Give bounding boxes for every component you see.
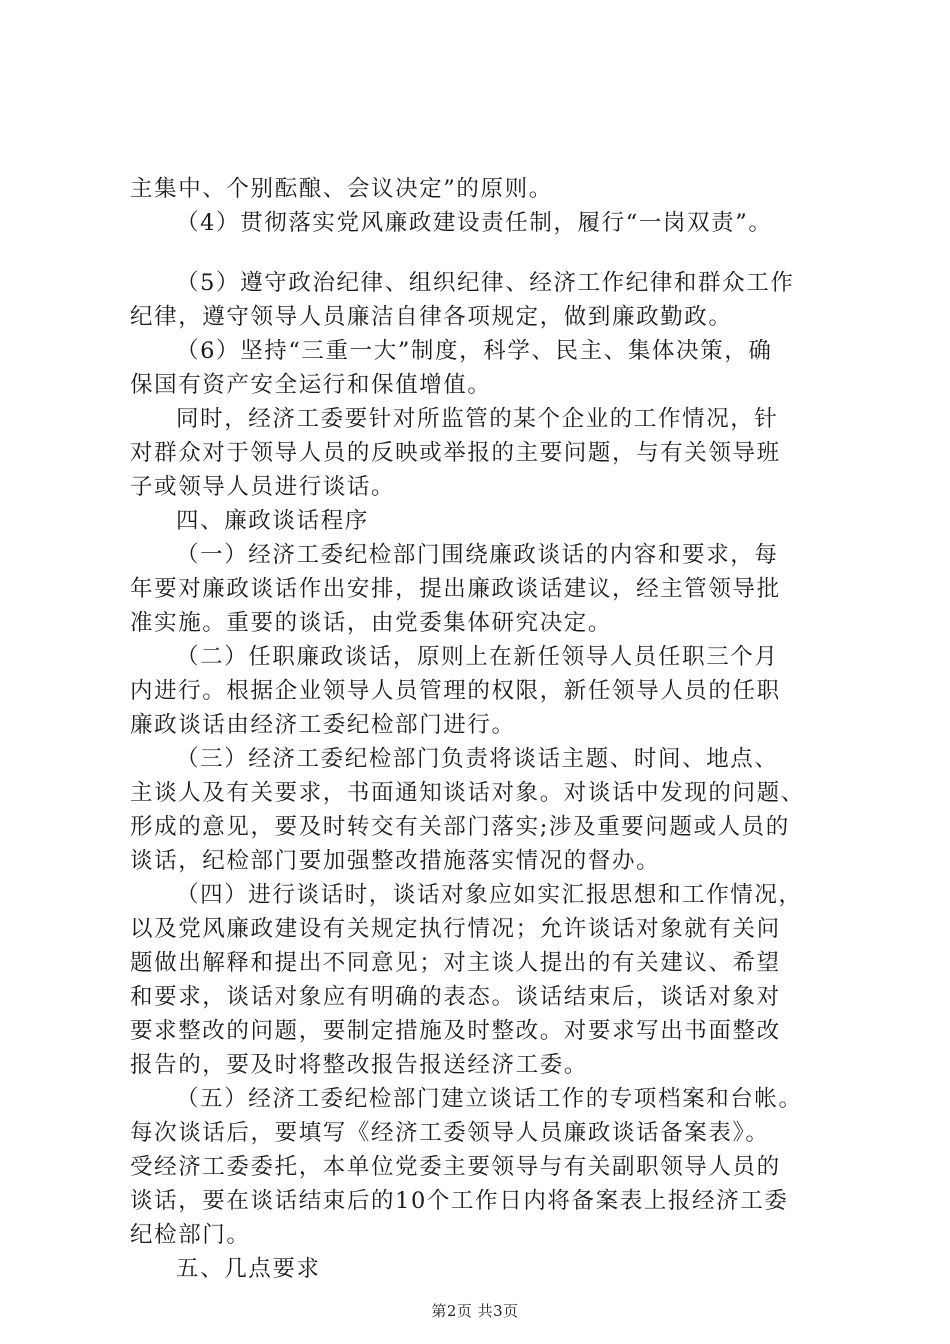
text-line: 谈话，纪检部门要加强整改措施落实情况的督办。 <box>130 848 661 874</box>
text-line: 要求整改的问题，要制定措施及时整改。对要求写出书面整改 <box>130 1018 781 1044</box>
text-line: 谈话，要在谈话结束后的10个工作日内将备案表上报经济工委 <box>130 1188 789 1214</box>
text-line: 主谈人及有关要求，书面通知谈话对象。对谈话中发现的问题、 <box>130 780 805 806</box>
text-line: （一）经济工委纪检部门围绕廉政谈话的内容和要求，每 <box>176 542 779 568</box>
text-line: （五）经济工委纪检部门建立谈话工作的专项档案和台帐。 <box>176 1086 803 1112</box>
text-line: （二）任职廉政谈话，原则上在新任领导人员任职三个月 <box>176 644 779 670</box>
text-line: 题做出解释和提出不同意见；对主谈人提出的有关建议、希望 <box>130 950 781 976</box>
text-line: 内进行。根据企业领导人员管理的权限，新任领导人员的任职 <box>130 678 781 704</box>
section-heading: 四、廉政谈话程序 <box>176 508 369 534</box>
text-line: （4）贯彻落实党风廉政建设责任制，履行“一岗双责”。 <box>176 210 773 236</box>
text-line: （三）经济工委纪检部门负责将谈话主题、时间、地点、 <box>176 746 779 772</box>
text-line: 年要对廉政谈话作出安排，提出廉政谈话建议，经主管领导批 <box>130 576 781 602</box>
section-heading: 五、几点要求 <box>176 1256 321 1282</box>
text-line: 子或领导人员进行谈话。 <box>130 474 396 500</box>
text-line: 纪律，遵守领导人员廉洁自律各项规定，做到廉政勤政。 <box>130 304 733 330</box>
text-line: （四）进行谈话时，谈话对象应如实汇报思想和工作情况， <box>176 882 803 908</box>
text-line: （5）遵守政治纪律、组织纪律、经济工作纪律和群众工作 <box>176 270 795 296</box>
text-line: 纪检部门。 <box>130 1222 251 1248</box>
text-line: 廉政谈话由经济工委纪检部门进行。 <box>130 712 516 738</box>
text-line: 保国有资产安全运行和保值增值。 <box>130 372 492 398</box>
text-line: 每次谈话后，要填写《经济工委领导人员廉政谈话备案表》。 <box>130 1120 770 1146</box>
text-line: 主集中、个别酝酿、会议决定”的原则。 <box>130 176 553 202</box>
text-line: 准实施。重要的谈话，由党委集体研究决定。 <box>130 610 613 636</box>
text-line: 同时，经济工委要针对所监管的某个企业的工作情况，针 <box>176 406 779 432</box>
page-number-footer: 第2页 共3页 <box>431 1302 519 1320</box>
text-line: 形成的意见，要及时转交有关部门落实;涉及重要问题或人员的 <box>130 814 790 840</box>
text-line: 报告的，要及时将整改报告报送经济工委。 <box>130 1052 588 1078</box>
text-line: 对群众对于领导人员的反映或举报的主要问题，与有关领导班 <box>130 440 781 466</box>
text-line: 受经济工委委托，本单位党委主要领导与有关副职领导人员的 <box>130 1154 781 1180</box>
text-line: 以及党风廉政建设有关规定执行情况；允许谈话对象就有关问 <box>130 916 781 942</box>
text-line: （6）坚持“三重一大”制度，科学、民主、集体决策，确 <box>176 338 773 364</box>
text-line: 和要求，谈话对象应有明确的表态。谈话结束后，谈话对象对 <box>130 984 781 1010</box>
